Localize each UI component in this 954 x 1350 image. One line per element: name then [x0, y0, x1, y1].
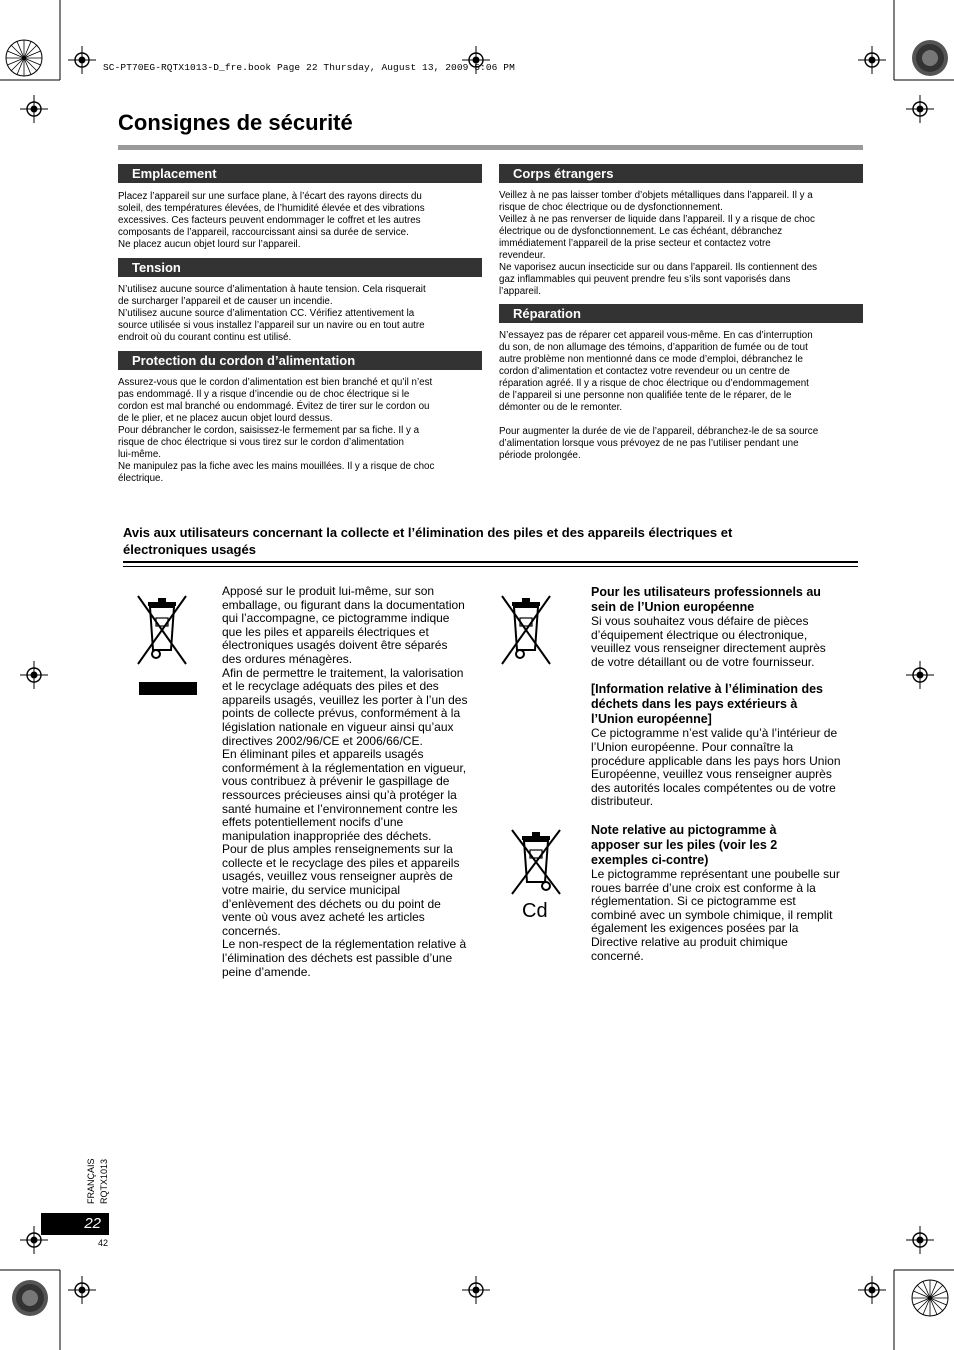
section-heading-protection-cordon: Protection du cordon d’alimentation — [118, 351, 482, 370]
printer-color-target-icon — [10, 1278, 50, 1318]
section-text-reparation: N’essayez pas de réparer cet appareil vous-même. En cas d’interruption du son, de non allumage des témoins, d’apparition de fumée ou de tout autre problème non mentionné dans ce mode d’emploi, débranchez le cordon d’alimentation et contactez votre revendeur ou un centre de réparation agréé. Il y a risque de choc électrique ou d’endommagement de l’appareil si une personne non qualifiée tente de le réparer, de le démonter ou de le remonter. — [499, 330, 813, 413]
section-heading-emplacement: Emplacement — [118, 164, 482, 183]
bin-underline-bar — [139, 682, 197, 695]
avis-right-blocks — [591, 585, 861, 963]
footer-language: FRANÇAIS — [86, 1158, 96, 1204]
print-slug: SC-PT70EG-RQTX1013-D_fre.book Page 22 Thursday, August 13, 2009 5:06 PM — [103, 62, 515, 73]
avis-rule — [123, 566, 858, 567]
section-heading-reparation: Réparation — [499, 304, 863, 323]
footer-model: RQTX1013 — [99, 1158, 109, 1204]
printer-color-target-icon — [910, 1278, 950, 1318]
title-rule — [118, 145, 863, 150]
block-heading-hors-ue: [Information relative à l’élimination des déchets dans les pays extérieurs à l’Union européenne] — [591, 682, 823, 727]
block-text-professionnels: Si vous souhaitez vous défaire de pièces d’équipement électrique ou électronique, veuillez vous renseigner directement auprès de votre détaillant ou de votre fournisseur. — [591, 614, 826, 669]
page-title: Consignes de sécurité — [118, 110, 353, 135]
section-text-tension: N’utilisez aucune source d’alimentation à haute tension. Cela risquerait de surcharger l’appareil et de causer un incendie. N’utilisez aucune source d’alimentation CC. Vérifiez attentivement la source utilisée si vous installez l’appareil sur un navire ou en tout autre endroit où du courant continu est utilisé. — [118, 284, 426, 343]
avis-left-text: Apposé sur le produit lui-même, sur son emballage, ou figurant dans la documentation qui l’accompagne, ce pictogramme indique que les piles et appareils électriques et électroniques usagés doivent être séparés des ordures ménagères. Afin de permettre le traitement, la valorisation et le recyclage adéquats des piles et des appareils usagés, veuillez les porter à l’un des points de collecte prévus, conformément à la législation nationale en vigueur ainsi qu’aux directives 2002/96/CE et 2006/66/CE. En éliminant piles et appareils usagés conformément à la réglementation en vigueur, vous contribuez à prévenir le gaspillage de ressources précieuses ainsi qu’à protéger la santé humaine et l’environnement contre les effets potentiellement nocifs d’une manipulation inappropriée des déchets. Pour de plus amples renseignements sur la collecte et le recyclage des piles et appareils usagés, veuillez vous renseigner auprès de votre mairie, du service municipal d’enlèvement des déchets ou du point de vente où vous avez acheté les articles concernés. Le non-respect de la réglementation relative à l’élimination des déchets est passible d’une peine d’amende. — [222, 584, 468, 979]
section-text-emplacement: Placez l’appareil sur une surface plane, à l’écart des rayons directs du soleil, des températures élevées, de l’humidité élevée et des vibrations excessives. Ces facteurs peuvent endommager le coffret et les autres composants de l’appareil, raccourcissant ainsi sa durée de service. Ne placez aucun objet lourd sur l’appareil. — [118, 191, 425, 250]
page-number: 22 — [41, 1213, 109, 1235]
crossed-out-wheelie-bin-icon — [132, 590, 192, 670]
block-heading-professionnels: Pour les utilisateurs professionnels au sein de l’Union européenne — [591, 585, 821, 614]
avis-rule — [123, 561, 858, 563]
section-text-corps-etrangers: Veillez à ne pas laisser tomber d’objets métalliques dans l’appareil. Il y a risque de choc électrique ou de dysfonctionnement. Veillez à ne pas renverser de liquide dans l’appareil. Il y a risque de choc électrique ou de dysfonctionnement. Le cas échéant, débranchez immédiatement l’appareil de la prise secteur et contactez votre revendeur. Ne vaporisez aucun insecticide sur ou dans l’appareil. Ils contiennent des gaz inflammables qui peuvent prendre feu s’ils sont vaporisés dans l’appareil. — [499, 190, 818, 297]
printer-color-target-icon — [910, 38, 950, 78]
section-heading-corps-etrangers: Corps étrangers — [499, 164, 863, 183]
right-column — [499, 164, 863, 462]
avis-title: Avis aux utilisateurs concernant la collecte et l’élimination des piles et des appareils électriques et électroniques usagés — [123, 525, 733, 557]
block-text-hors-ue: Ce pictogramme n’est valide qu’à l’intérieur de l’Union européenne. Pour connaître la procédure applicable dans les pays hors Union Européenne, veuillez vous renseigner auprès des autorités locales compétentes ou de votre distributeur. — [591, 726, 841, 809]
left-column — [118, 164, 482, 485]
section-text-protection-cordon: Assurez-vous que le cordon d’alimentation est bien branché et qu’il n’est pas endommagé. Il y a risque d’incendie ou de choc électrique si le cordon est mal branché ou endommagé. Évitez de tirer sur le cordon ou de le plier, et ne placez aucun objet lourd dessus. Pour débrancher le cordon, saisissez-le fermement par sa fiche. Il y a risque de choc électrique si vous tirez sur le cordon d’alimentation lui-même. Ne manipulez pas la fiche avec les mains mouillées. Il y a risque de choc électrique. — [118, 377, 435, 484]
printer-color-target-icon — [4, 38, 44, 78]
block-heading-piles: Note relative au pictogramme à apposer sur les piles (voir les 2 exemples ci-contre) — [591, 822, 778, 867]
crossed-out-wheelie-bin-icon — [506, 826, 566, 898]
section-heading-tension: Tension — [118, 258, 482, 277]
block-text-piles: Le pictogramme représentant une poubelle sur roues barrée d’une croix est conforme à la réglementation. Si ce pictogramme est combiné avec un symbole chimique, il remplit également les exigences posées par la Directive relative au produit chimique concerné. — [591, 866, 840, 963]
sub-page-number: 42 — [98, 1238, 109, 1248]
section-text-reparation-2: Pour augmenter la durée de vie de l’appareil, débranchez-le de sa source d’alimentation lorsque vous prévoyez de ne pas l’utiliser pendant une période prolongée. — [499, 426, 819, 461]
crossed-out-wheelie-bin-icon — [496, 590, 556, 670]
chemical-symbol-label: Cd — [522, 900, 548, 922]
